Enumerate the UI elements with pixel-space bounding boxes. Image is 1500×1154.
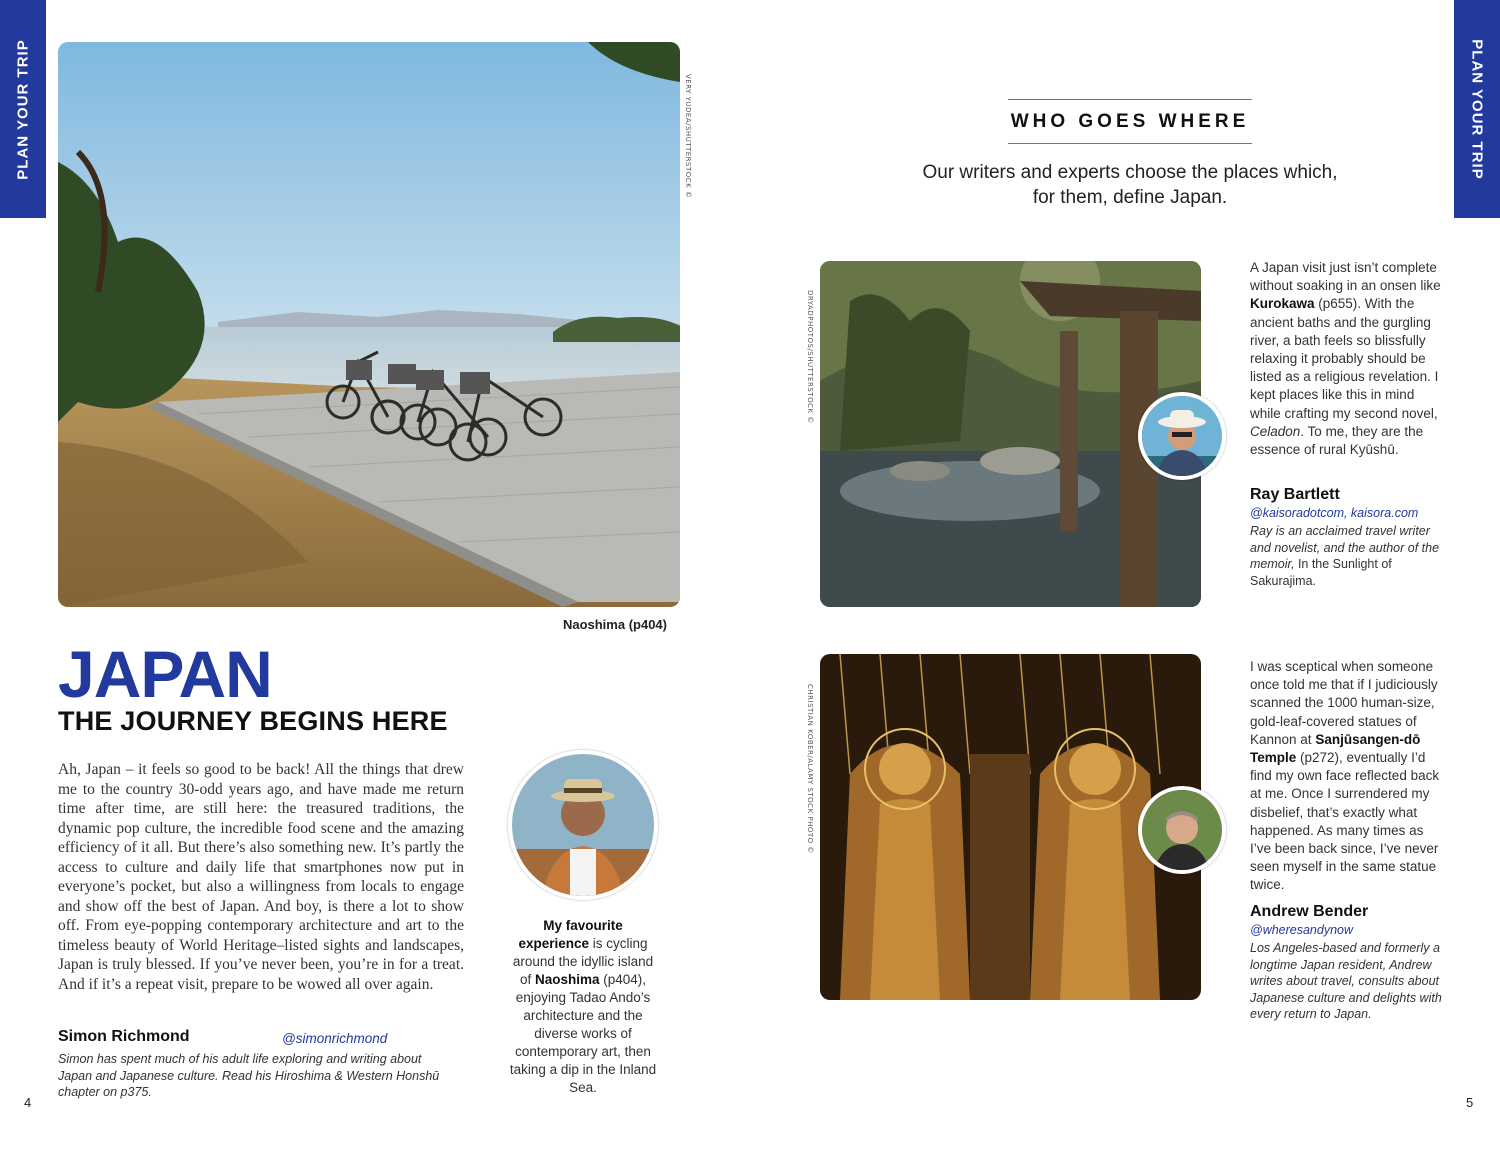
entry1-t3: . To me, they are the essence of rural Kyūshū.: [1250, 423, 1424, 458]
bicycles-photo-illustration: [58, 42, 680, 607]
intro-body: Ah, Japan – it feels so good to be back! All the things that drew me to the country 30-odd years ago, and have made me return time after time, are still here: the treasured traditions, the dynamic pop culture, the incredible food scene and the amazing efficiency of it all. But there’s also something new. It’s partly the access to culture and daily life that smartphones now put in everyone’s pocket, but also a willingness from locals to engage and show off the best of Japan. And boy, is there a lot to show off. From eye-popping contemporary architecture and art to the timeless beauty of World Heritage–listed sights and landscapes, Japan is truly blessed. If you’ve never been, you’re in for a treat. And if it’s a repeat visit, prepare to be wowed all over again.: [58, 761, 464, 993]
entry2-text: [1250, 658, 1445, 895]
photo-credit: VERY YUDEA/SHUTTERSTOCK ©: [684, 74, 692, 199]
author-bio: Simon has spent much of his adult life exploring and writing about Japan and Japanese culture. Read his Hiroshima & Western Honshū chapter on p375.: [58, 1052, 440, 1099]
tab-label: PLAN YOUR TRIP: [14, 38, 32, 180]
entry1-t2: (p655). With the ancient baths and the gurgling river, a bath feels so blissfully relaxing it probably should be listed as a religious revelation. I kept places like this in mind while crafting my second novel,: [1250, 296, 1439, 421]
heading-rule-top: [1008, 99, 1252, 100]
entry1-text: [1250, 259, 1445, 459]
author-avatar-icon: [1142, 790, 1222, 870]
section-intro: [880, 160, 1380, 210]
entry1-author-bio: [1250, 523, 1440, 589]
naoshima-bicycles-photo: [58, 42, 680, 607]
intro-line-1: Our writers and experts choose the places which,: [922, 162, 1338, 183]
entry2-t2: (p272), eventually I’d find my own face reflected back at me. Once I surrendered my disbelief, that’s exactly what happened. As many times as I’ve been back since, I’ve never seen myself in the same statue twice.: [1250, 750, 1440, 893]
fav-bold-place: Naoshima: [534, 972, 600, 987]
entry2-author-bio: Los Angeles-based and formerly a longtime Japan resident, Andrew writes about travel, consults about Japanese culture and delights with every return to Japan.: [1250, 941, 1442, 1021]
author-avatar-icon: [1142, 396, 1222, 476]
author-name: Simon Richmond: [58, 1028, 190, 1045]
page-title: JAPAN: [58, 637, 272, 711]
photo-caption: Naoshima (p404): [562, 617, 667, 632]
heading-rule-bottom: [1008, 143, 1252, 144]
andrew-bender-avatar: [1138, 786, 1226, 874]
entry2-author-handle[interactable]: @wheresandynow: [1250, 923, 1354, 937]
entry1-author-name: Ray Bartlett: [1250, 486, 1340, 503]
entry1-bio-plain: In the Sunlight of Sakurajima.: [1250, 557, 1392, 588]
page-subtitle: THE JOURNEY BEGINS HERE: [58, 706, 448, 736]
entry1-place: Kurokawa: [1250, 296, 1315, 312]
fav-text-rest: (p404), enjoying Tadao Ando’s architecture and the diverse works of contemporary art, then taking a dip in the Inland Sea.: [509, 972, 657, 1095]
section-heading: WHO GOES WHERE: [1010, 111, 1250, 132]
fav-text: is cycling around the idyllic island of: [512, 936, 654, 987]
photo-credit: DRYADPHOTOS/SHUTTERSTOCK ©: [806, 290, 814, 424]
entry2-t1: I was sceptical when someone once told me that if I judiciously scanned the 1000 human-size, gold-leaf-covered statues of Kannon at: [1250, 659, 1438, 747]
plan-your-trip-tab-left[interactable]: [0, 0, 46, 218]
intro-line-2: for them, define Japan.: [1032, 187, 1228, 208]
entry1-bio-italic: Ray is an acclaimed travel writer and novelist, and the author of the memoir,: [1250, 524, 1440, 571]
entry1-novel: Celadon: [1250, 423, 1301, 439]
author-avatar-icon: [512, 754, 654, 896]
fav-bold: My favourite experience: [518, 918, 623, 951]
entry2-place: Sanjūsangen-dō Temple: [1250, 731, 1421, 766]
tab-label: PLAN YOUR TRIP: [1468, 38, 1486, 180]
entry1-t1: A Japan visit just isn’t complete without soaking in an onsen like: [1250, 260, 1441, 294]
entry1-author-handle[interactable]: @kaisoradotcom, kaisora.com: [1250, 506, 1419, 520]
ray-bartlett-avatar: [1138, 392, 1226, 480]
entry2-author-name: Andrew Bender: [1250, 903, 1369, 920]
page-number-right: 5: [1466, 1095, 1474, 1110]
plan-your-trip-tab-right[interactable]: [1454, 0, 1500, 218]
favourite-experience: [508, 917, 658, 1097]
author-handle[interactable]: @simonrichmond: [282, 1031, 388, 1046]
page-number-left: 4: [24, 1095, 32, 1110]
photo-credit: CHRISTIAN KOBER/ALAMY STOCK PHOTO ©: [806, 684, 814, 854]
author-avatar: [508, 750, 658, 900]
